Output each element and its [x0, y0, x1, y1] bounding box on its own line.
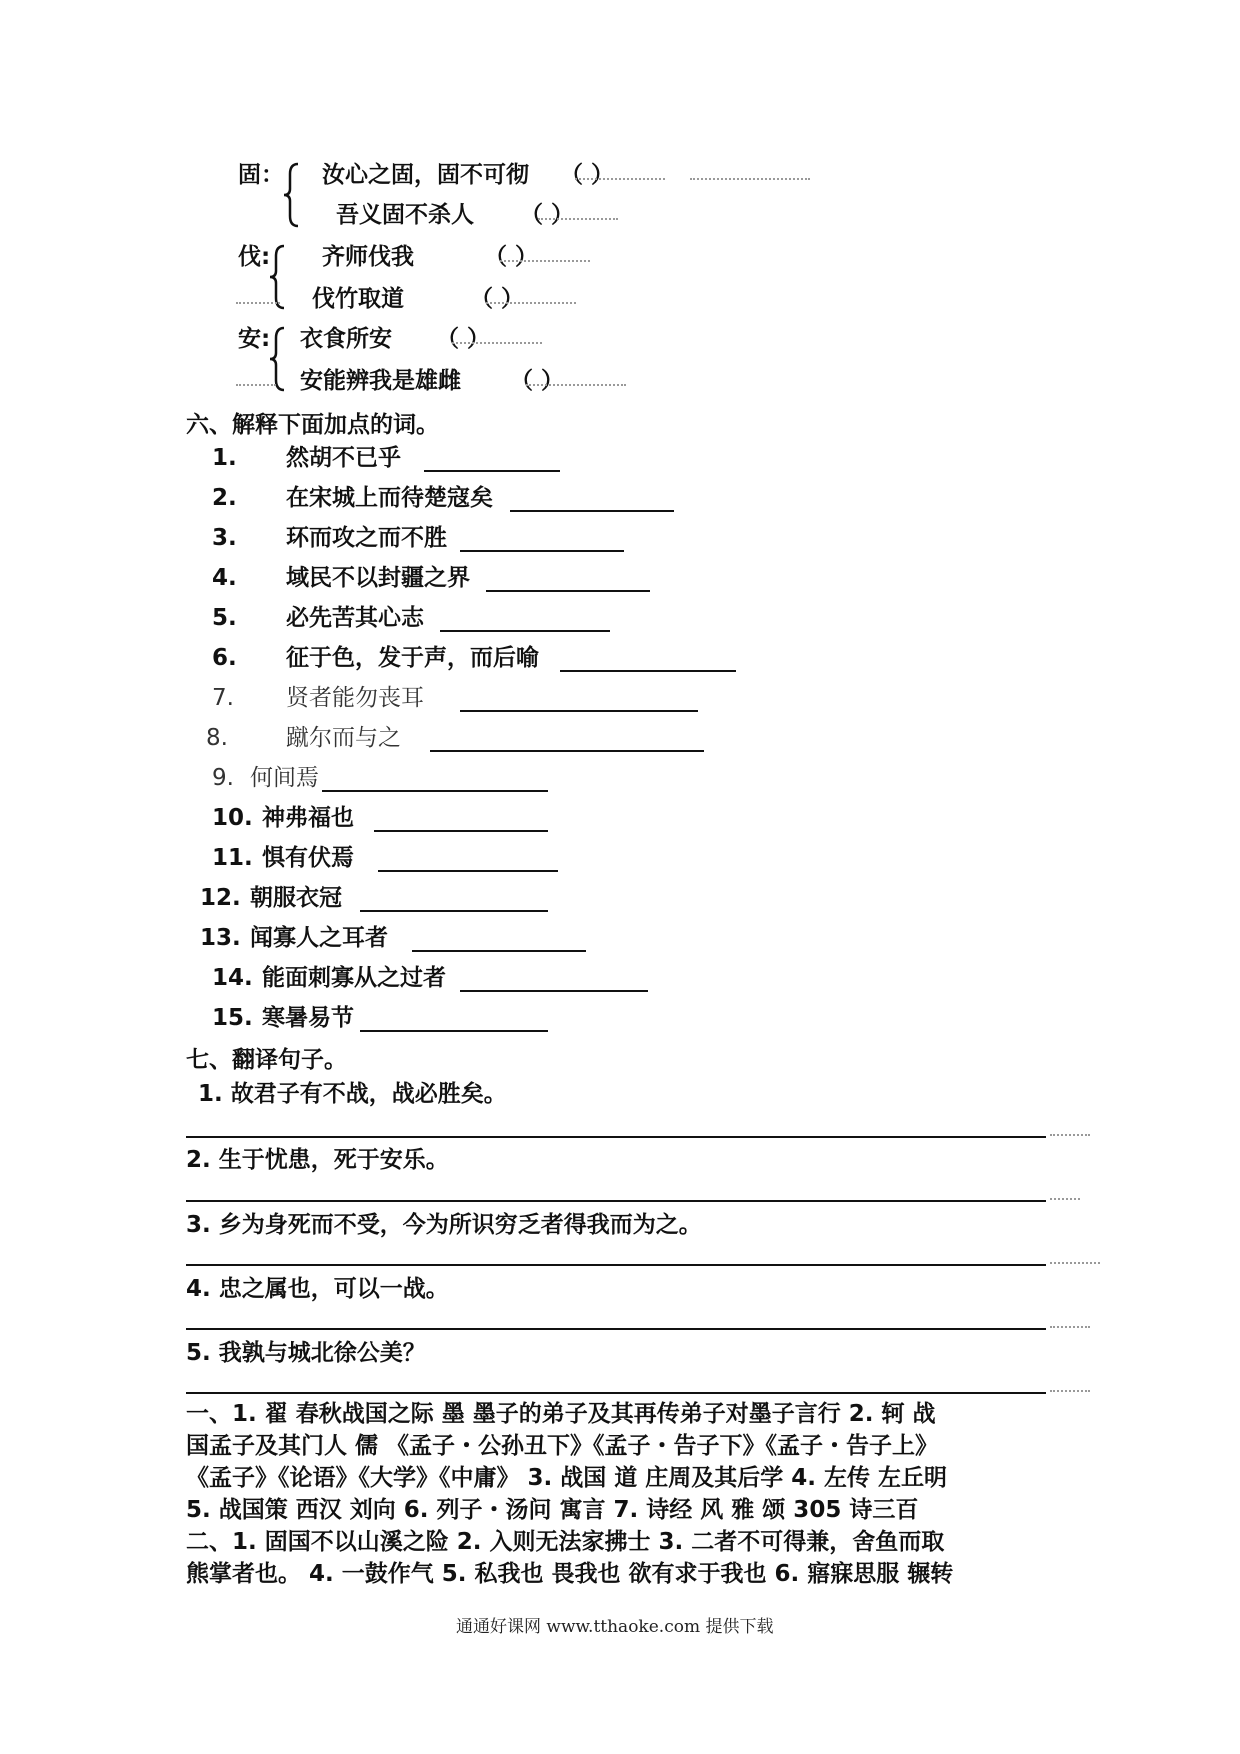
item-number: 13. [200, 925, 241, 951]
item-number: 12. [200, 885, 241, 911]
item-text: 环而攻之而不胜 [286, 525, 447, 551]
translate-item: 5. 我孰与城北徐公美？ [186, 1340, 426, 1366]
dotted-leader [1050, 1134, 1090, 1136]
answer-blank[interactable] [460, 990, 648, 992]
item-number: 8. [206, 725, 228, 751]
item-number: 11. [212, 845, 253, 871]
answer-paren-1: （ ） [484, 244, 539, 270]
item-number: 2. [212, 485, 237, 511]
dotted-leader [690, 178, 810, 180]
brace-icon [268, 244, 288, 310]
sentence-1: 汝心之固，固不可彻 [322, 162, 529, 188]
item-text: 蹴尔而与之 [286, 725, 401, 751]
footer-text: 通通好课网 www.tthaoke.com 提供下载 [456, 1617, 774, 1637]
answer-line[interactable] [186, 1392, 1046, 1394]
answer-blank[interactable] [360, 1030, 548, 1032]
translate-item: 2. 生于忧患，死于安乐。 [186, 1147, 449, 1173]
item-text: 朝服衣冠 [250, 885, 342, 911]
item-number: 5. [212, 605, 237, 631]
answer-blank[interactable] [322, 790, 548, 792]
section-title-6: 六、解释下面加点的词。 [186, 412, 439, 438]
item-text: 能面刺寡从之过者 [262, 965, 446, 991]
answer-line-text: 国孟子及其门人 儒 《孟子・公孙丑下》《孟子・告子下》《孟子・告子上》 [186, 1433, 939, 1459]
item-number: 6. [212, 645, 237, 671]
section-title-7: 七、翻译句子。 [186, 1047, 347, 1073]
dotted-leader [1050, 1198, 1080, 1200]
answer-paren-1: （ ） [436, 326, 491, 352]
item-text: 征于色，发于声，而后喻 [286, 645, 539, 671]
item-number: 1. [212, 445, 237, 471]
sentence-2: 吾义固不杀人 [336, 202, 474, 228]
item-text: 然胡不已乎 [286, 445, 401, 471]
item-number: 4. [212, 565, 237, 591]
answer-line[interactable] [186, 1200, 1046, 1202]
sentence-2: 伐竹取道 [312, 286, 404, 312]
answer-blank[interactable] [460, 710, 698, 712]
answer-line-text: 二、1. 固国不以山溪之险 2. 入则无法家拂士 3. 二者不可得兼，舍鱼而取 [186, 1529, 945, 1555]
dotted-leader [1050, 1390, 1090, 1392]
dotted-leader [538, 218, 618, 220]
answer-blank[interactable] [510, 510, 674, 512]
answer-line-text: 《孟子》《论语》《大学》《中庸》 3. 战国 道 庄周及其后学 4. 左传 左丘明 [186, 1465, 948, 1491]
item-text: 域民不以封疆之界 [286, 565, 470, 591]
answer-line-text: 一、1. 翟 春秋战国之际 墨 墨子的弟子及其再传弟子对墨子言行 2. 轲 战 [186, 1401, 936, 1427]
item-text: 贤者能勿丧耳 [286, 685, 424, 711]
answer-paren-2: （ ） [520, 202, 575, 228]
item-number: 7. [212, 685, 234, 711]
answer-line-text: 5. 战国策 西汉 刘向 6. 列子・汤问 寓言 7. 诗经 风 雅 颂 305 诗三百 [186, 1497, 919, 1523]
answer-paren-1: （ ） [560, 162, 615, 188]
dotted-leader [575, 178, 665, 180]
answer-line[interactable] [186, 1136, 1046, 1138]
item-number: 3. [212, 525, 237, 551]
translate-item: 3. 乡为身死而不受，今为所识穷乏者得我而为之。 [186, 1212, 702, 1238]
answer-paren-2: （ ） [470, 286, 525, 312]
answer-blank[interactable] [360, 910, 548, 912]
item-text: 惧有伏焉 [262, 845, 354, 871]
dotted-leader [1050, 1262, 1100, 1264]
answer-blank[interactable] [486, 590, 650, 592]
dotted-leader [500, 260, 590, 262]
answer-blank[interactable] [412, 950, 586, 952]
item-number: 9. [212, 765, 234, 791]
item-text: 何间焉 [250, 765, 319, 791]
item-text: 神弗福也 [262, 805, 354, 831]
item-number: 15. [212, 1005, 253, 1031]
brace-icon [282, 162, 302, 228]
item-number: 14. [212, 965, 253, 991]
translate-item: 1. 故君子有不战，战必胜矣。 [198, 1081, 507, 1107]
sentence-1: 齐师伐我 [322, 244, 414, 270]
answer-blank[interactable] [440, 630, 610, 632]
dotted-leader [526, 384, 626, 386]
sentence-2: 安能辨我是雄雌 [300, 368, 461, 394]
item-text: 闻寡人之耳者 [250, 925, 388, 951]
dotted-leader [486, 302, 576, 304]
dotted-leader [1050, 1326, 1090, 1328]
answer-line-text: 熊掌者也。 4. 一鼓作气 5. 私我也 畏我也 欲有求于我也 6. 寤寐思服 辗转 [186, 1561, 954, 1587]
answer-blank[interactable] [430, 750, 704, 752]
item-text: 必先苦其心志 [286, 605, 424, 631]
item-number: 10. [212, 805, 253, 831]
dotted-leader [236, 302, 280, 304]
answer-line[interactable] [186, 1328, 1046, 1330]
item-text: 在宋城上而待楚寇矣 [286, 485, 493, 511]
dotted-leader [452, 342, 542, 344]
answer-blank[interactable] [460, 550, 624, 552]
sentence-1: 衣食所安 [300, 326, 392, 352]
brace-icon [268, 326, 288, 392]
translate-item: 4. 忠之属也，可以一战。 [186, 1276, 449, 1302]
answer-blank[interactable] [378, 870, 558, 872]
answer-blank[interactable] [374, 830, 548, 832]
group-char: 安: [238, 326, 271, 352]
dotted-leader [236, 384, 276, 386]
answer-line[interactable] [186, 1264, 1046, 1266]
answer-blank[interactable] [424, 470, 560, 472]
answer-paren-2: （ ） [510, 368, 565, 394]
answer-blank[interactable] [560, 670, 736, 672]
group-char: 伐: [238, 244, 271, 270]
group-char: 固： [238, 162, 284, 188]
item-text: 寒暑易节 [262, 1005, 354, 1031]
